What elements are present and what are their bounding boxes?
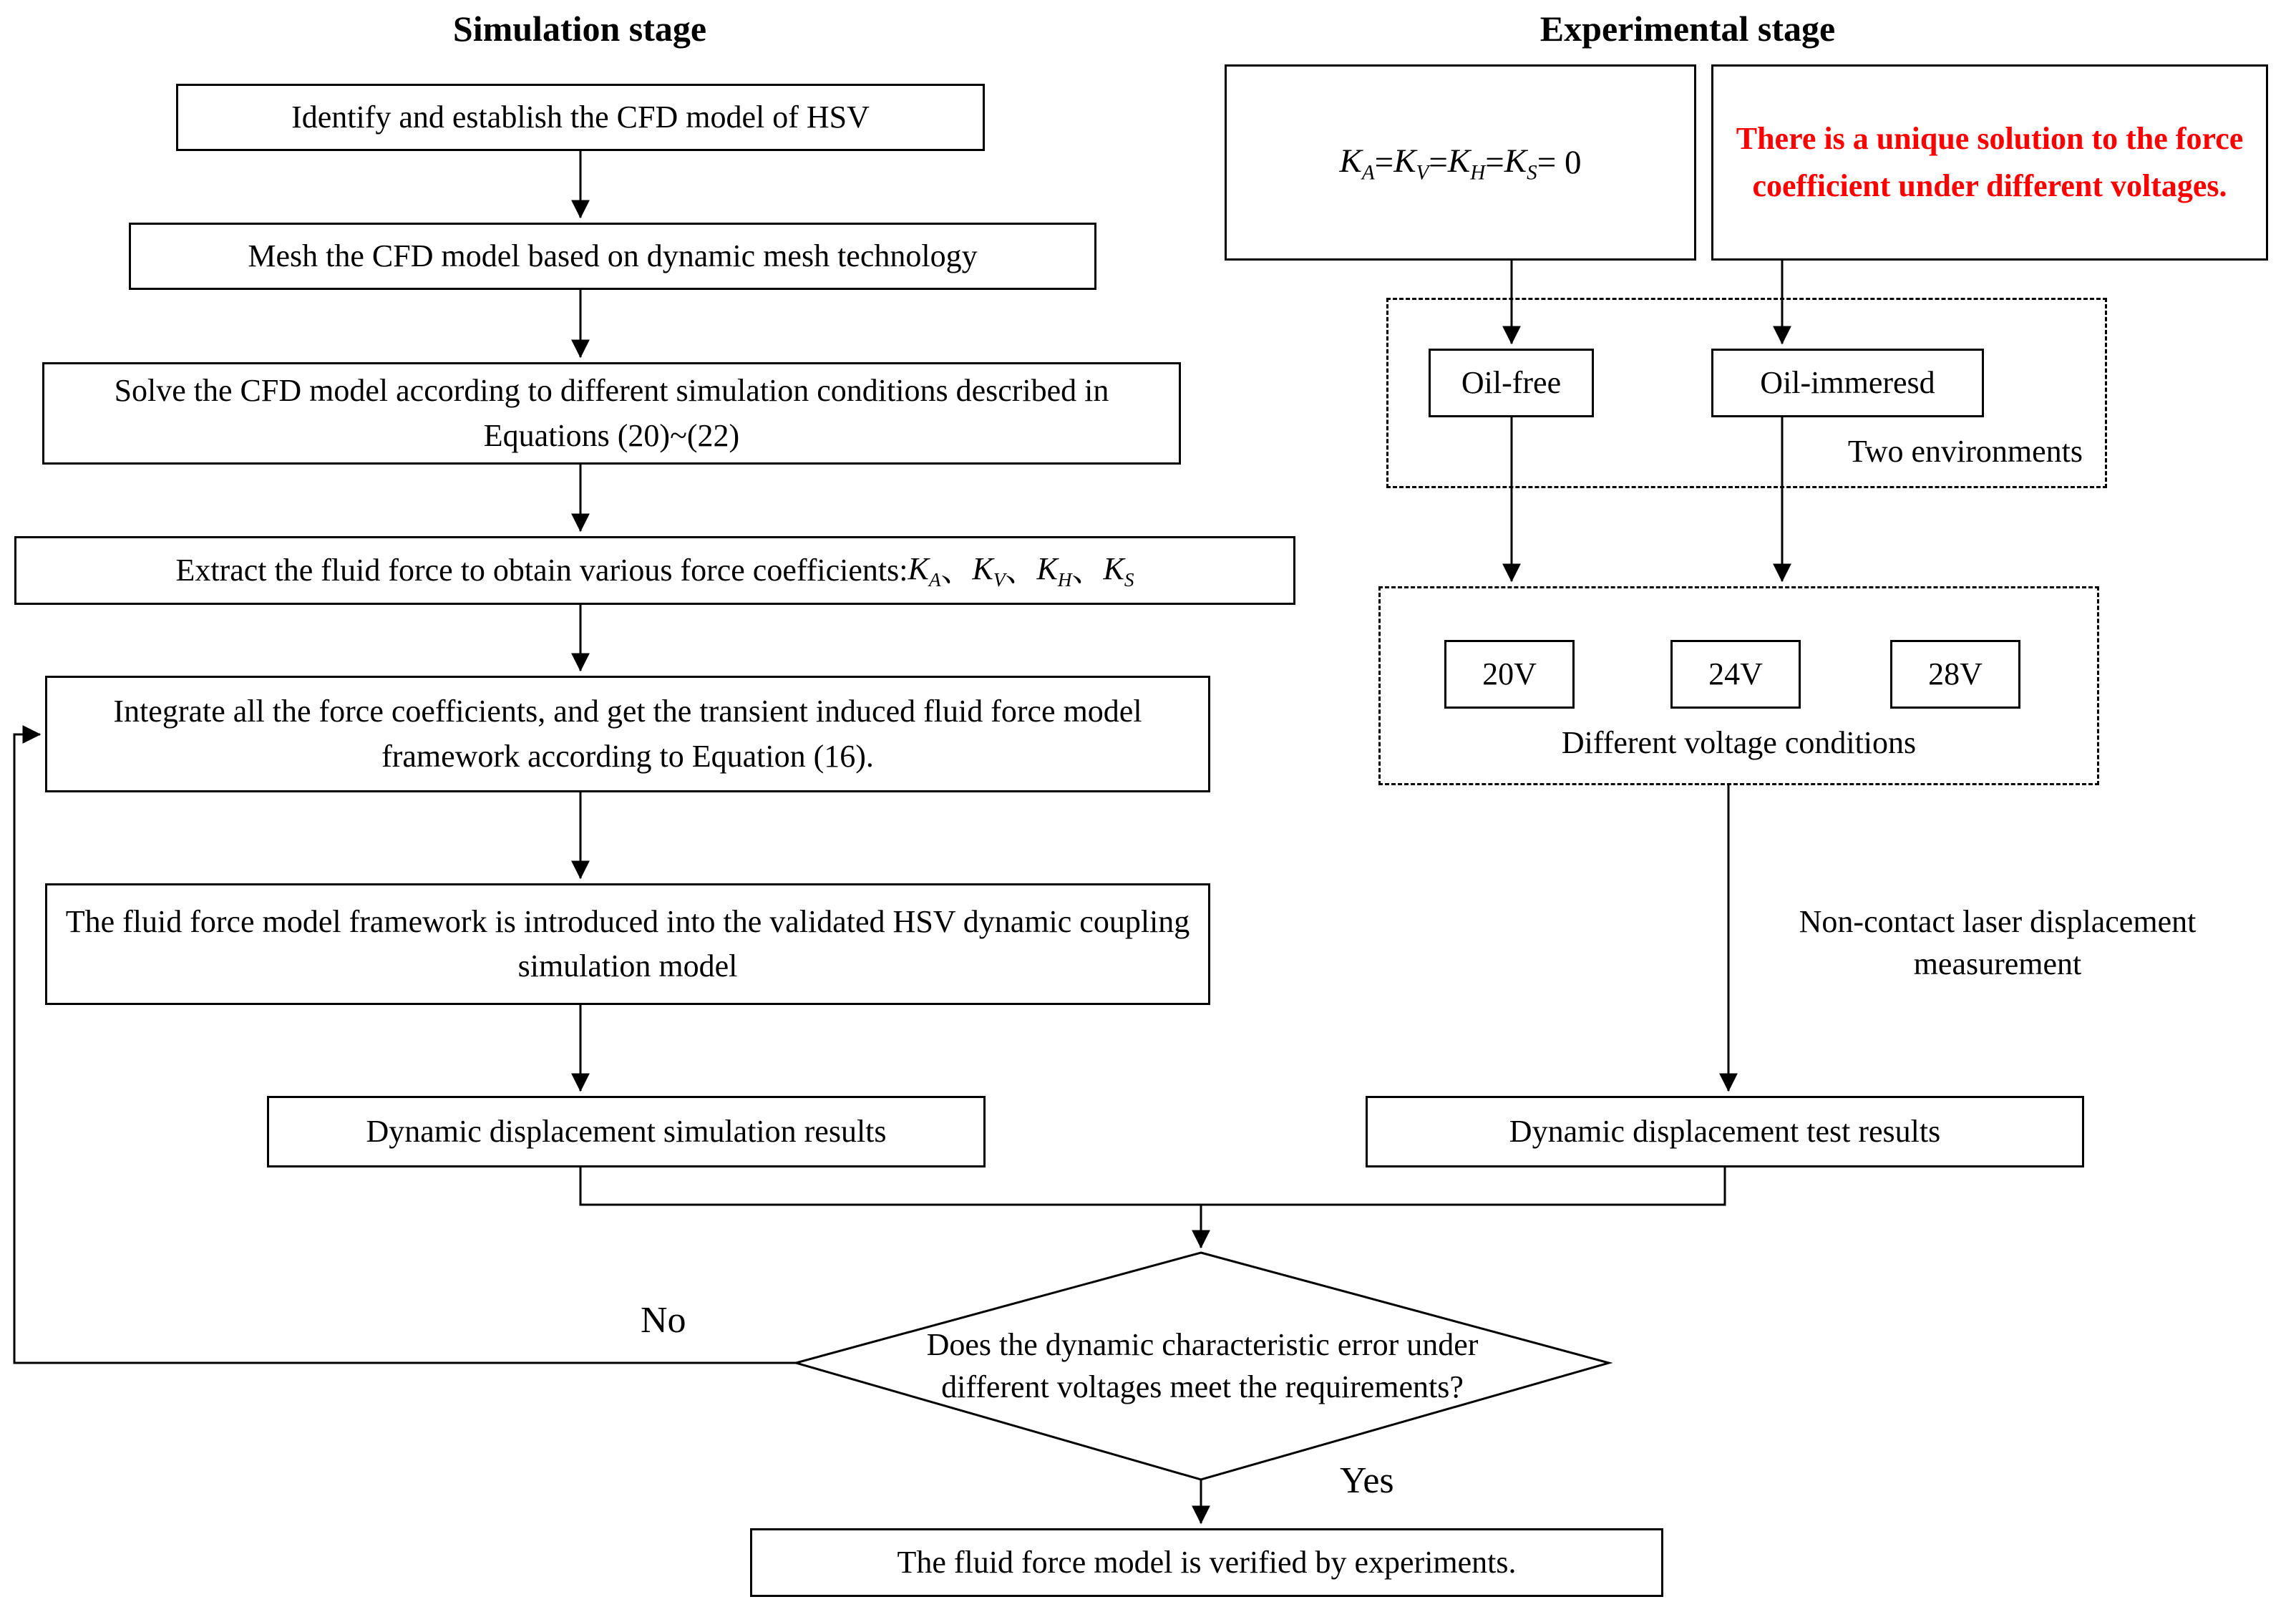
introduce-framework-box: The fluid force model framework is introduced into the validated HSV dynamic coupling simulation model — [45, 883, 1210, 1005]
yes-label: Yes — [1340, 1460, 1394, 1501]
oil-free-box: Oil-free — [1429, 349, 1594, 417]
decision-question — [796, 1253, 1609, 1480]
mesh-model-box: Mesh the CFD model based on dynamic mesh technology — [129, 223, 1096, 290]
unique-solution-note-box: There is a unique solution to the force coefficient under different voltages. — [1711, 64, 2268, 261]
environments-label: Two environments — [1847, 434, 2083, 469]
voltage-20v-box: 20V — [1444, 640, 1575, 709]
experimental-stage-title: Experimental stage — [1539, 9, 1836, 49]
zero-coefficients-box: $K_A$ = $K_V$ = $K_H$ = $K_S$ = 0 — [1225, 64, 1696, 261]
extract-coefficients-box: Extract the fluid force to obtain various force coefficients: $K_A$ 、 $K_V$ 、 $K_H$ 、 $K_S$ — [14, 536, 1295, 605]
oil-immersed-box: Oil-immeresd — [1711, 349, 1984, 417]
integrate-coefficients-box: Integrate all the force coefficients, and get the transient induced fluid force model framework according to Equation (16). — [45, 676, 1210, 792]
voltage-24v-box: 24V — [1670, 640, 1801, 709]
solve-model-box: Solve the CFD model according to different simulation conditions described in Equations (20)~(22) — [42, 362, 1181, 465]
measurement-note: Non-contact laser displacement measurement — [1799, 904, 2197, 982]
connector-results-join — [580, 1167, 1725, 1205]
simulation-results-box: Dynamic displacement simulation results — [267, 1096, 986, 1167]
no-label: No — [641, 1300, 686, 1341]
voltage-label: Different voltage conditions — [1561, 725, 1917, 760]
voltage-28v-box: 28V — [1890, 640, 2020, 709]
connector-no-feedback — [14, 734, 796, 1363]
conclusion-box: The fluid force model is verified by experiments. — [750, 1528, 1663, 1597]
decision-question-text: Does the dynamic characteristic error under different voltages meet the requirements? — [926, 1327, 1479, 1404]
test-results-box: Dynamic displacement test results — [1366, 1096, 2084, 1167]
cfd-model-box: Identify and establish the CFD model of HSV — [176, 84, 985, 151]
simulation-stage-title: Simulation stage — [452, 9, 707, 49]
